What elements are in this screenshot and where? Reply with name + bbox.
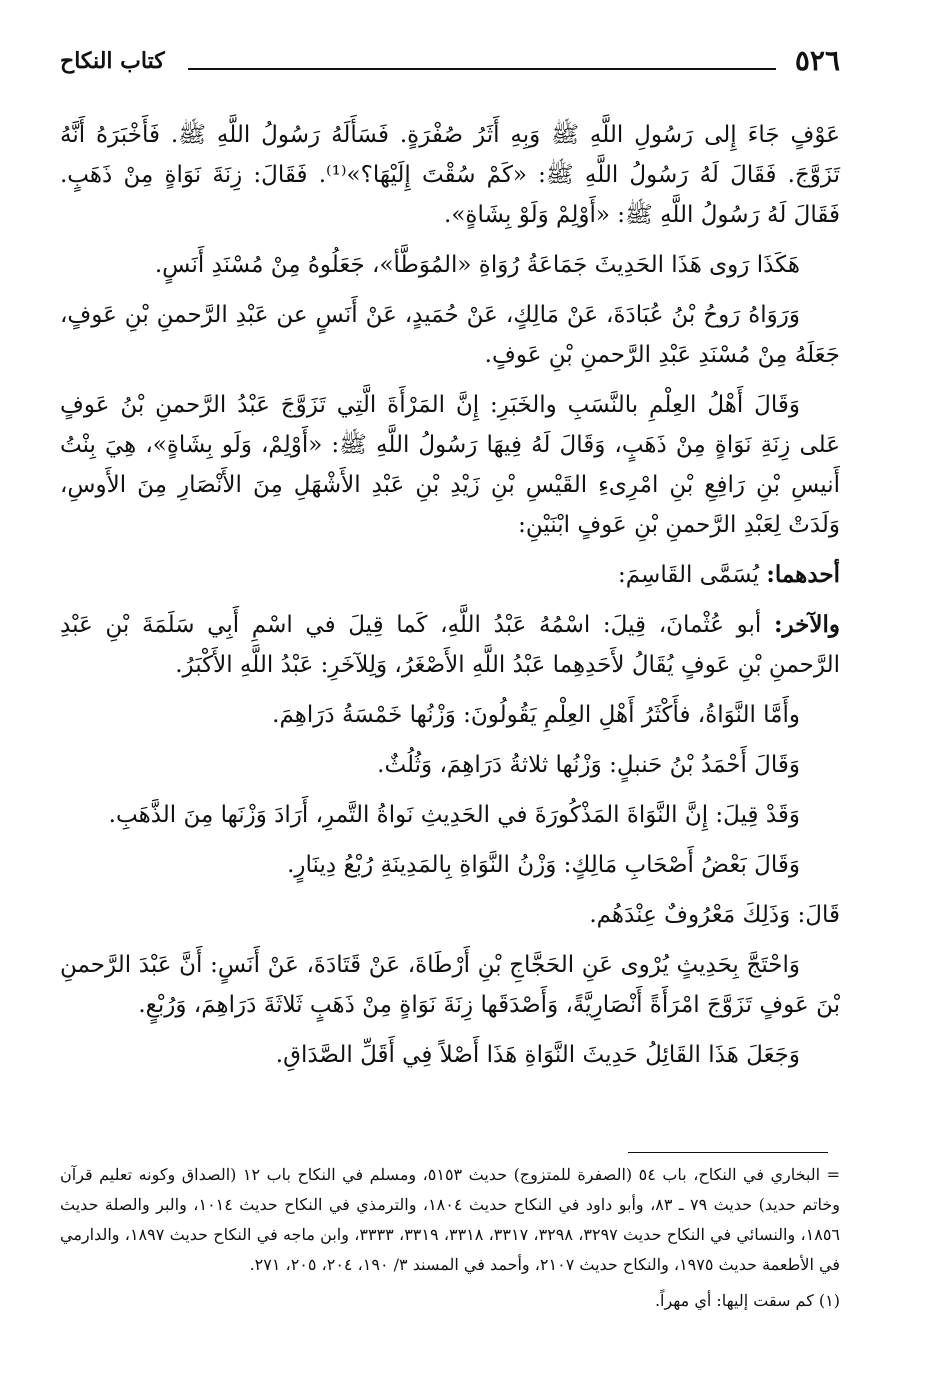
header-rule [188, 68, 776, 70]
lead-term: أحدهما: [766, 561, 840, 588]
page-number: ٥٢٦ [794, 44, 840, 77]
footnotes [60, 1160, 840, 1322]
footnote-1: (١) كم سقت إليها: أي مهراً. [654, 1291, 840, 1310]
paragraph: عَوْفٍ جَاءَ إِلى رَسُولِ اللَّهِ ﷺ وَبِهِ أَثَرُ صُفْرَةٍ. فَسَأَلَهُ رَسُولُ اللَّهِ ﷺ. فَأَخْبَرَهُ أَنَّهُ تَزَوَّجَ. فَقَالَ لَهُ رَسُولُ اللَّهِ ﷺ: «كَمْ سُقْتَ إِلَيْهَا؟»⁽¹⁾. فَقَالَ: زِنَةَ نَوَاةٍ مِنْ ذَهَبٍ. فَقَالَ لَهُ رَسُولُ اللَّهِ ﷺ: «أَوْلِمْ وَلَوْ بِشَاةٍ». [60, 122, 841, 228]
paragraph [60, 605, 840, 685]
paragraph-text: يُسَمَّى القَاسِمَ: [618, 562, 767, 588]
paragraph: وَقَالَ بَعْضُ أَصْحَابِ مَالِكٍ: وَزْنُ النَّوَاةِ بِالمَدِينَةِ رُبْعُ دِينَارٍ. [287, 852, 800, 878]
paragraph: قَالَ: وَذَلِكَ مَعْرُوفٌ عِنْدَهُم. [589, 902, 840, 928]
paragraph: وَقَدْ قِيلَ: إِنَّ النَّوَاةَ المَذْكُورَةَ في الحَدِيثِ نَواةُ التَّمرِ، أَرَادَ وَزْنَها مِنَ الذَّهَبِ. [108, 802, 800, 828]
paragraph: وَاحْتَجَّ بِحَدِيثٍ يُرْوى عَنِ الحَجَّاجِ بْنِ أَرْطَاةَ، عَنْ قَتَادَةَ، عَنْ أَنَسٍ: أَنَّ عَبْدَ الرَّحمنِ بْنَ عَوفٍ تَزَوَّجَ امْرَأَةً أَنْصَارِيَّةً، وَأَصْدَقَها زِنَةَ نَوَاةٍ مِنْ ذَهَبٍ ثَلاثَةَ دَرَاهِمَ، وَرُبْعٍ. [60, 952, 840, 1018]
paragraph: وَقَالَ أَحْمَدُ بْنُ حَنبلٍ: وَزْنُها ثلاثةُ دَرَاهِمَ، وَثُلُثٌ. [377, 752, 800, 778]
footnote-rule [628, 1152, 828, 1153]
running-title: كتاب النكاح [60, 48, 165, 74]
paragraph: وَرَوَاهُ رَوحُ بْنُ عُبَادَةَ، عَنْ مَالِكٍ، عَنْ حُمَيدٍ، عَنْ أَنَسٍ عن عَبْدِ الرَّحمنِ بْنِ عَوفٍ، جَعَلَهُ مِنْ مُسْنَدِ عَبْدِ الرَّحمنِ بْنِ عَوفٍ. [60, 302, 840, 368]
lead-term: والآخر: [773, 611, 840, 638]
paragraph: وَجَعَلَ هَذَا القَائِلُ حَدِيثَ النَّوَاةِ هَذَا أَصْلاً فِي أَقَلِّ الصَّدَاقِ. [275, 1042, 800, 1068]
paragraph: هَكَذَا رَوى هَذَا الحَدِيثَ جَمَاعَةُ رُوَاةِ «المُوَطَّأ»، جَعَلُوهُ مِنْ مُسْنَدِ أَنَسٍ. [154, 252, 800, 278]
paragraph [60, 555, 840, 595]
footnote-continuation: = البخاري في النكاح، باب ٥٤ (الصفرة للمتزوج) حديث ٥١٥٣، ومسلم في النكاح باب ١٢ (الصداق وكونه تعليم قرآن وخاتم حديد) حديث ٧٩ ـ ٨٣، وأبو داود في النكاح حديث ١٨٠٤، والترمذي في النكاح حديث ١٠١٤، والبر والصلة حديث ١٨٥٦، والنسائي في النكاح حديث ٣٢٩٧، ٣٢٩٨، ٣٣١٧، ٣٣١٨، ٣٣١٩، ٣٣٣٣، وابن ماجه في النكاح حديث ١٨٩٧، والدارمي في الأطعمة حديث ١٩٧٥، والنكاح حديث ٢١٠٧، وأحمد في المسند ٣/ ١٩٠، ٢٠٤، ٢٠٥، ٢٧١. [60, 1165, 841, 1274]
main-text [60, 115, 840, 1085]
paragraph-text: أبو عُثْمانَ، قِيلَ: اسْمُهُ عَبْدُ اللَّهِ، كَما قِيلَ في اسْمِ أَبِي سَلَمَةَ بْنِ عَبْدِ الرَّحمنِ بْنِ عَوفٍ يُقَالُ لأَحَدِهِما عَبْدُ اللَّهِ الأَصْغَرُ، وَلِلآخَرِ: عَبْدُ اللَّهِ الأَكْبَرُ. [60, 612, 840, 678]
paragraph: وَقَالَ أَهْلُ العِلْمِ بالنَّسَبِ والخَبَرِ: إِنَّ المَرْأَةَ الَّتِي تَزَوَّجَ عَبْدُ الرَّحمنِ بْنُ عَوفٍ عَلى زِنَةِ نَوَاةٍ مِنْ ذَهَبٍ، وَقَالَ لَهُ فِيهَا رَسُولُ اللَّهِ ﷺ: «أَوْلِمْ، وَلَو بِشَاةٍ»، هِيَ بِنْتُ أَنيسِ بْنِ رَافِعِ بْنِ امْرِىءِ القَيْسِ بْنِ زَيْدِ بْنِ عَبْدِ الأَشْهَلِ مِنَ الأَنْصَارِ مِنَ الأَوسِ، وَلَدَتْ لِعَبْدِ الرَّحمنِ بْنِ عَوفٍ ابْنَيْنِ: [60, 392, 840, 538]
paragraph: وأَمَّا النَّوَاةُ، فأَكْثَرُ أَهْلِ العِلْمِ يَقُولُونَ: وَزْنُها خَمْسَةُ دَرَاهِمَ. [272, 702, 800, 728]
page-header [60, 42, 840, 82]
